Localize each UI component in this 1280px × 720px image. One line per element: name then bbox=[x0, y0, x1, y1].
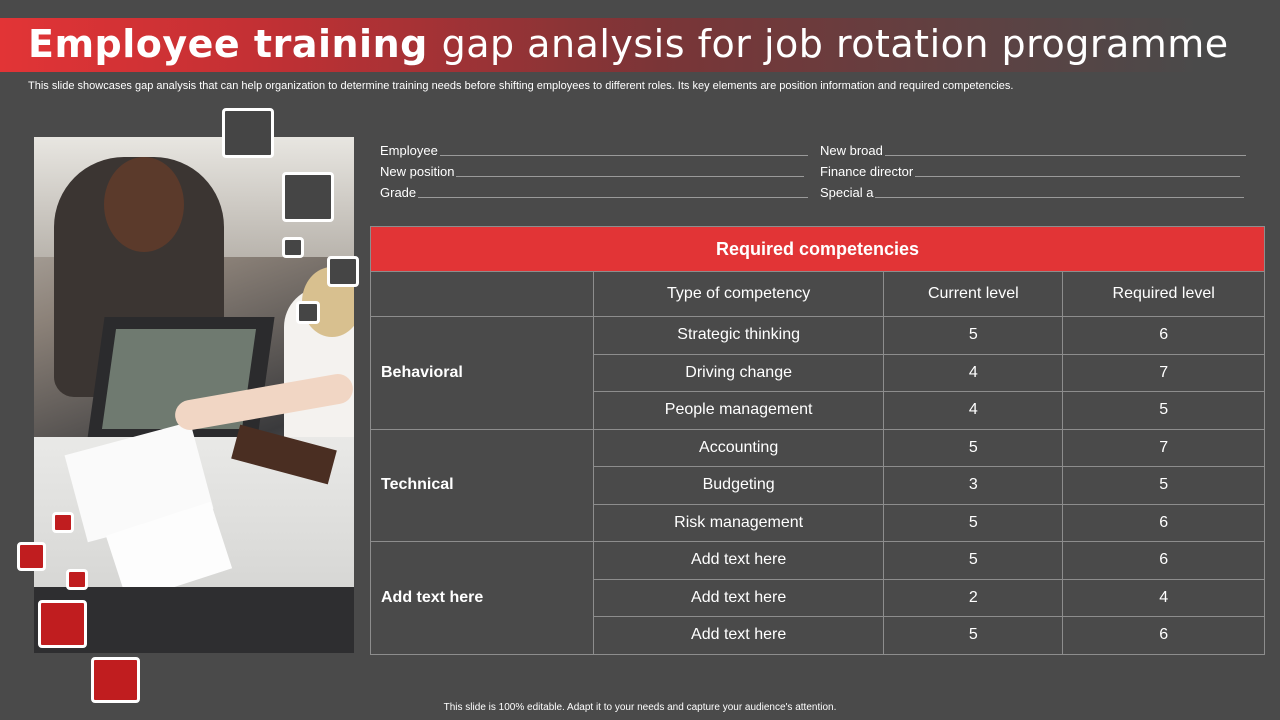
required-level: 5 bbox=[1063, 467, 1265, 505]
col-type-of-competency: Type of competency bbox=[594, 272, 884, 317]
column-headers bbox=[371, 272, 1265, 317]
decor-square bbox=[38, 600, 87, 648]
new-broad-field[interactable] bbox=[820, 143, 1246, 158]
decor-square bbox=[222, 108, 274, 158]
required-level: 6 bbox=[1063, 617, 1265, 655]
employee-label: Employee bbox=[380, 143, 438, 158]
grade-label: Grade bbox=[380, 185, 417, 200]
required-level: 6 bbox=[1063, 317, 1265, 355]
current-level: 5 bbox=[884, 429, 1063, 467]
competency-type: Driving change bbox=[594, 354, 884, 392]
competency-type: Risk management bbox=[594, 504, 884, 542]
required-level: 7 bbox=[1063, 354, 1265, 392]
decor-square bbox=[91, 657, 140, 703]
title-bold: Employee training bbox=[28, 22, 428, 66]
special-a-label: Special a bbox=[820, 185, 874, 200]
current-level: 4 bbox=[884, 392, 1063, 430]
finance-director-field[interactable] bbox=[820, 164, 1240, 179]
decor-square bbox=[327, 256, 359, 287]
current-level: 5 bbox=[884, 504, 1063, 542]
subtitle: This slide showcases gap analysis that can help organization to determine training needs before shifting employees to different roles. Its key elements are position information and required competencies. bbox=[28, 80, 1014, 92]
table-row bbox=[371, 429, 1265, 467]
decor-square bbox=[282, 172, 334, 222]
competency-table bbox=[370, 226, 1265, 655]
finance-director-label: Finance director bbox=[820, 164, 914, 179]
grade-field[interactable] bbox=[380, 185, 808, 200]
category-behavioral: Behavioral bbox=[371, 317, 594, 430]
current-level: 5 bbox=[884, 617, 1063, 655]
current-level: 2 bbox=[884, 579, 1063, 617]
new-broad-label: New broad bbox=[820, 143, 883, 158]
page-title bbox=[28, 22, 1229, 66]
competency-type: People management bbox=[594, 392, 884, 430]
decor-square bbox=[52, 512, 74, 533]
col-current-level: Current level bbox=[884, 272, 1063, 317]
competency-type: Add text here bbox=[594, 617, 884, 655]
decor-square bbox=[17, 542, 46, 571]
category-technical: Technical bbox=[371, 429, 594, 542]
col-required-level: Required level bbox=[1063, 272, 1265, 317]
footer-note: This slide is 100% editable. Adapt it to your needs and capture your audience's attention. bbox=[443, 702, 837, 713]
empty-corner-cell bbox=[371, 272, 594, 317]
current-level: 5 bbox=[884, 542, 1063, 580]
required-level: 6 bbox=[1063, 504, 1265, 542]
current-level: 5 bbox=[884, 317, 1063, 355]
required-level: 4 bbox=[1063, 579, 1265, 617]
competency-type: Add text here bbox=[594, 542, 884, 580]
table-row bbox=[371, 317, 1265, 355]
category-add-text: Add text here bbox=[371, 542, 594, 655]
competency-type: Budgeting bbox=[594, 467, 884, 505]
special-a-field[interactable] bbox=[820, 185, 1244, 200]
competency-type: Add text here bbox=[594, 579, 884, 617]
decor-square bbox=[66, 569, 88, 590]
new-position-label: New position bbox=[380, 164, 455, 179]
current-level: 3 bbox=[884, 467, 1063, 505]
decor-square bbox=[296, 301, 320, 324]
table-row bbox=[371, 542, 1265, 580]
required-level: 7 bbox=[1063, 429, 1265, 467]
required-level: 5 bbox=[1063, 392, 1265, 430]
decor-square bbox=[282, 237, 304, 258]
competency-type: Strategic thinking bbox=[594, 317, 884, 355]
title-light: gap analysis for job rotation programme bbox=[441, 22, 1229, 66]
new-position-field[interactable] bbox=[380, 164, 804, 179]
table-header: Required competencies bbox=[371, 227, 1265, 272]
competency-type: Accounting bbox=[594, 429, 884, 467]
required-level: 6 bbox=[1063, 542, 1265, 580]
current-level: 4 bbox=[884, 354, 1063, 392]
employee-field[interactable] bbox=[380, 143, 808, 158]
table-header-row bbox=[371, 227, 1265, 272]
